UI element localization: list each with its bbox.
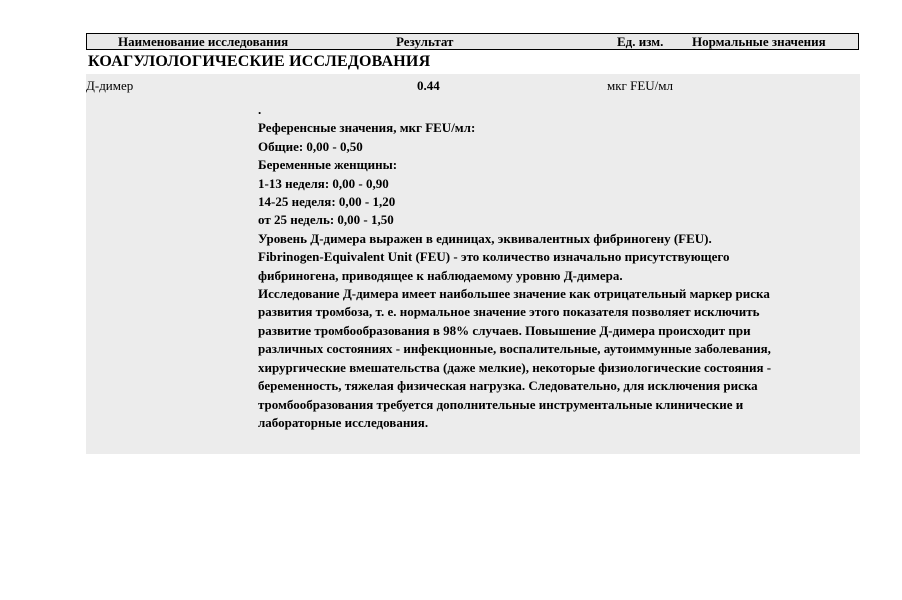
note-line: Общие: 0,00 - 0,50 [258,138,363,154]
note-line: лабораторные исследования. [258,414,429,430]
column-header-name: Наименование исследования [118,34,289,49]
note-line: различных состояниях - инфекционные, воспалительные, аутоиммунные заболевания, [258,341,771,357]
note-line: от 25 недель: 0,00 - 1,50 [258,212,394,228]
reference-notes [258,101,862,432]
note-line: тромбообразования требуется дополнительные инструментальные клинические и [258,396,744,412]
note-line: Исследование Д-димера имеет наибольшее значение как отрицательный маркер риска [258,286,770,302]
column-header-result: Результат [396,34,454,49]
note-line: Уровень Д-димера выражен в единицах, эквивалентных фибриногену (FEU). [258,230,712,246]
note-line: фибриногена, приводящее к наблюдаемому уровню Д-димера. [258,267,623,283]
column-header-unit: Ед. изм. [617,34,664,49]
table-header [86,33,859,50]
note-line: развития тромбоза, т. е. нормальное значение этого показателя позволяет исключить [258,304,760,320]
test-unit: мкг FEU/мл [607,78,674,93]
table-row [86,74,860,454]
section-title: КОАГУЛОЛОГИЧЕСКИЕ ИССЛЕДОВАНИЯ [88,53,431,70]
note-line: беременность, тяжелая физическая нагрузка. Следовательно, для исключения риска [258,378,758,394]
note-line: 14-25 неделя: 0,00 - 1,20 [258,194,396,210]
note-line: хирургические вмешательства (даже мелкие), некоторые физиологические состояния - [258,359,772,375]
test-result: 0.44 [417,78,440,93]
note-line: . [258,102,262,117]
note-line: Беременные женщины: [258,157,398,173]
test-name: Д-димер [86,78,134,93]
note-line: развитие тромбообразования в 98% случаев. Повышение Д-димера происходит при [258,322,751,338]
column-header-norm: Нормальные значения [692,34,826,49]
note-line: 1-13 неделя: 0,00 - 0,90 [258,175,389,191]
note-line: Референсные значения, мкг FEU/мл: [258,120,476,136]
note-line: Fibrinogen-Equivalent Unit (FEU) - это количество изначально присутствующего [258,249,730,265]
